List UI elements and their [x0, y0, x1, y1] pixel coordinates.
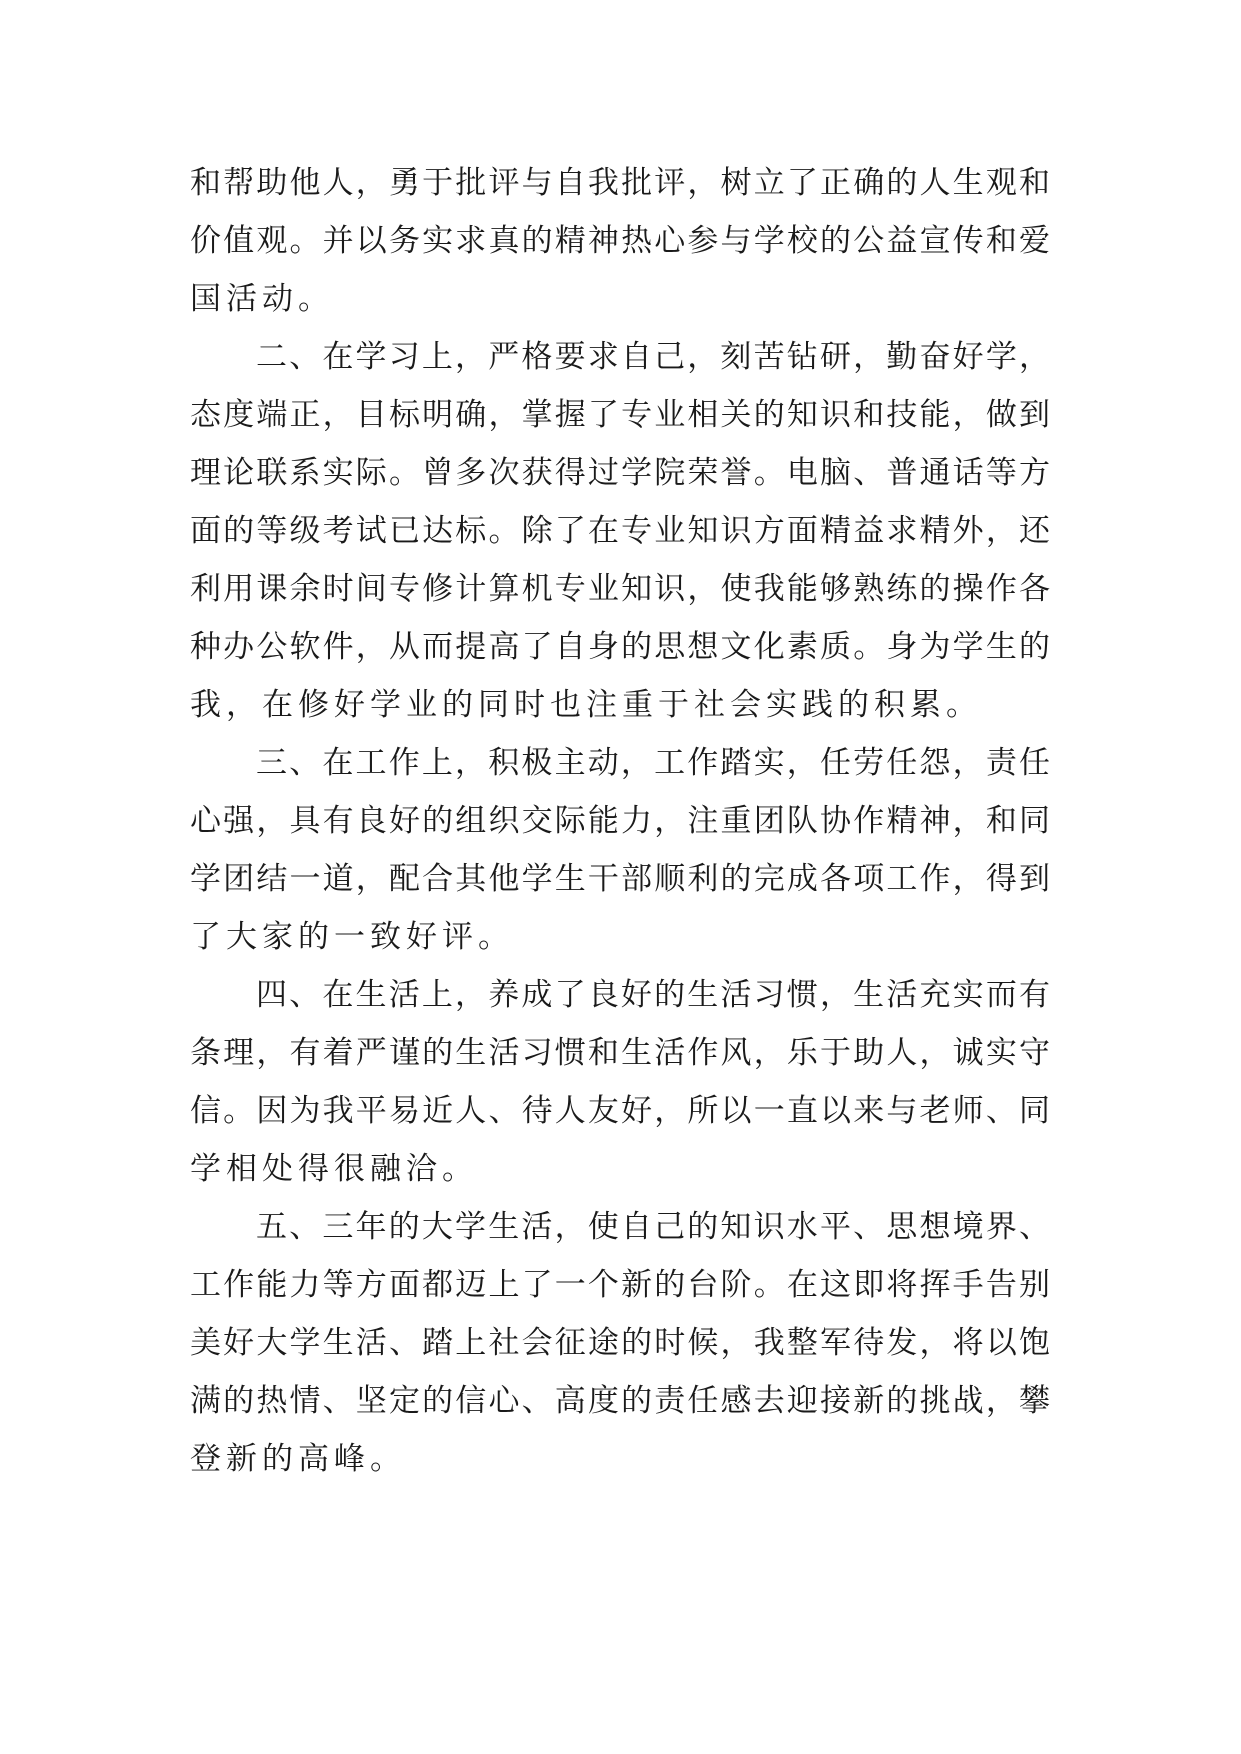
text-line: 学团结一道，配合其他学生干部顺利的完成各项工作，得到: [190, 861, 1050, 897]
paragraph-start-line: 四、在生活上，养成了良好的生活习惯，生活充实而有: [256, 977, 1050, 1013]
text-line: 价值观。并以务实求真的精神热心参与学校的公益宣传和爱: [190, 223, 1050, 259]
text-line: 利用课余时间专修计算机专业知识，使我能够熟练的操作各: [190, 571, 1050, 607]
text-line: 满的热情、坚定的信心、高度的责任感去迎接新的挑战，攀: [190, 1383, 1050, 1419]
text-line: 工作能力等方面都迈上了一个新的台阶。在这即将挥手告别: [190, 1267, 1050, 1303]
text-line: 登新的高峰。: [190, 1441, 406, 1477]
text-line: 学相处得很融洽。: [190, 1151, 478, 1187]
text-line: 条理，有着严谨的生活习惯和生活作风，乐于助人，诚实守: [190, 1035, 1050, 1071]
paragraph-start-line: 五、三年的大学生活，使自己的知识水平、思想境界、: [256, 1209, 1050, 1245]
paragraph-start-line: 二、在学习上，严格要求自己，刻苦钻研，勤奋好学，: [256, 339, 1050, 375]
text-line: 了大家的一致好评。: [190, 919, 514, 955]
text-line: 和帮助他人，勇于批评与自我批评，树立了正确的人生观和: [190, 165, 1050, 201]
text-line: 理论联系实际。曾多次获得过学院荣誉。电脑、普通话等方: [190, 455, 1050, 491]
text-line: 我，在修好学业的同时也注重于社会实践的积累。: [190, 687, 982, 723]
paragraph-start-line: 三、在工作上，积极主动，工作踏实，任劳任怨，责任: [256, 745, 1050, 781]
text-line: 面的等级考试已达标。除了在专业知识方面精益求精外，还: [190, 513, 1050, 549]
text-line: 国活动。: [190, 281, 334, 317]
text-line: 信。因为我平易近人、待人友好，所以一直以来与老师、同: [190, 1093, 1050, 1129]
text-line: 美好大学生活、踏上社会征途的时候，我整军待发，将以饱: [190, 1325, 1050, 1361]
text-line: 态度端正，目标明确，掌握了专业相关的知识和技能，做到: [190, 397, 1050, 433]
body-text: [190, 154, 1050, 1488]
text-line: 心强，具有良好的组织交际能力，注重团队协作精神，和同: [190, 803, 1050, 839]
text-line: 种办公软件，从而提高了自身的思想文化素质。身为学生的: [190, 629, 1050, 665]
